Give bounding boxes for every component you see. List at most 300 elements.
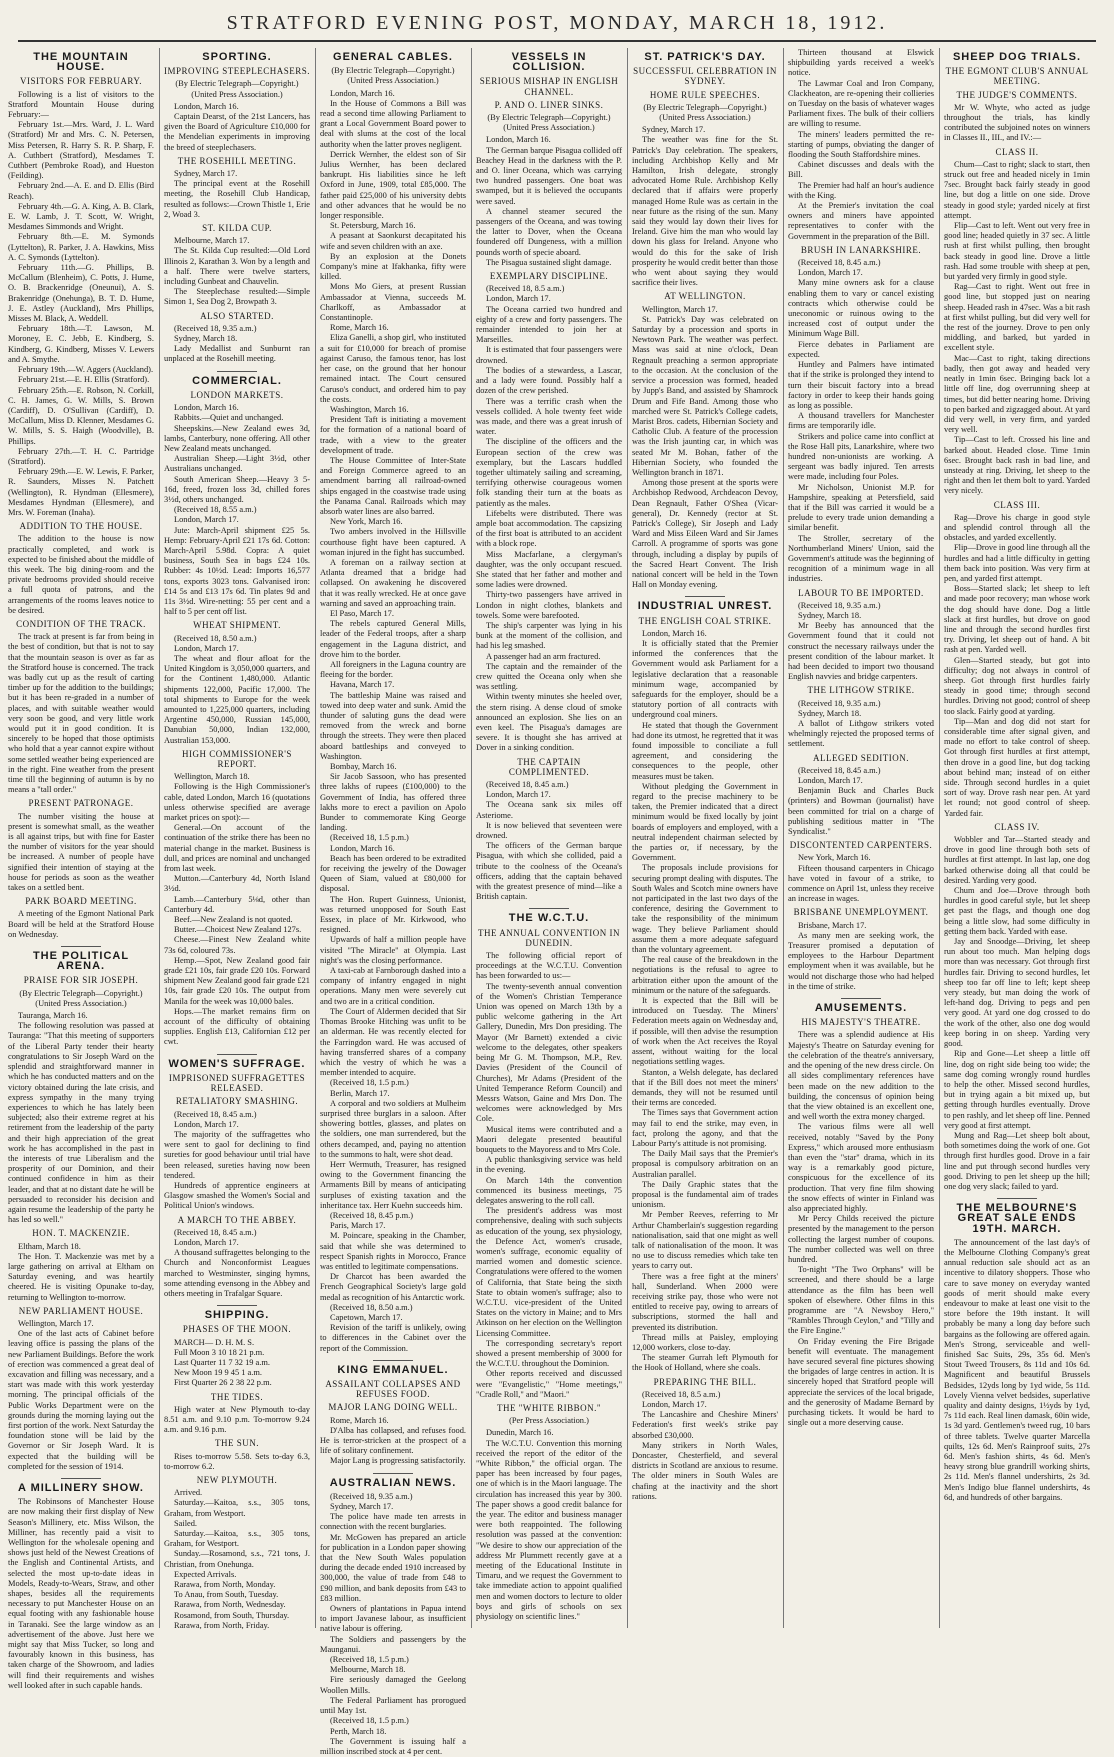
masthead-title: STRATFORD EVENING POST, MONDAY, MARCH 18, 1912.: [226, 12, 888, 34]
article-paragraph: A thousand suffragettes belonging to the Church and Nonconformist Leagues marched to Westminster, singing hymns, some attending evensong in the Abbey and others meeting in Trafalgar Square.: [164, 1248, 310, 1298]
article-paragraph: All foreigners in the Laguna country are fleeing for the border.: [320, 659, 466, 680]
article-paragraph: Rag—Cast to right. Went out free in good line, but stopped just on nearing sheep. Headed rash in 47sec. Was a bit rash at first whilst pulling, but did very well for the rest of the journey. Drove to pen only middling, and barked, but yarded in excellent style.: [944, 282, 1090, 353]
article-subheading: NEW PARLIAMENT HOUSE.: [18, 1305, 144, 1316]
article-paragraph: Sunday.—Rosamond, s.s., 721 tons, J. Christian, from Onehunga.: [164, 1549, 310, 1569]
article-subheading: PHASES OF THE MOON.: [182, 1324, 292, 1335]
article: [788, 48, 934, 992]
article: [476, 52, 622, 902]
article-paragraph: Tauranga, March 16.: [18, 1011, 88, 1021]
article-subheading: PARK BOARD MEETING.: [25, 896, 137, 907]
article-heading: GENERAL CABLES.: [333, 51, 453, 63]
article-paragraph: London, March 17.: [798, 268, 863, 278]
masthead: [0, 0, 1114, 44]
article-subheading: MAJOR LANG DOING WELL.: [328, 1402, 458, 1413]
article-paragraph: Rarawa, from North, Monday.: [174, 1580, 276, 1590]
column-rule: [471, 48, 472, 1628]
article-paragraph: Owners of plantations in Papua intend to import Javanese labour, as insufficient native labour is offering.: [320, 1604, 466, 1634]
article-paragraph: London, March 16.: [174, 403, 239, 413]
article-paragraph: Many strikers in North Wales, Doncaster, Chesterfield, and several districts in Scotland are anxious to resume. The older miners in South Wales are chafing at the inactivity and the short rations.: [632, 1440, 778, 1501]
article-divider: [217, 1305, 257, 1306]
article-paragraph: A taxi-cab at Farnborough dashed into a company of infantry engaged in night operations. Many men were severely cut and two are in a critical condition.: [320, 966, 466, 1006]
article-paragraph: The twenty-seventh annual convention of the Women's Christian Temperance Union was opened on March 13th by a public welcome gathering in the Art Gallery, Dunedin, Mrs Don presiding. The Mayor (Mr Barnett) extended a civic welcome to the delegates, other speakers being Mr G. M. Thompson, M.P., Rev. Davies (President of the Council of Churches), Mr Adams (President of the United Temperance Reform Council) and Messrs Watson, Gaine and Mrs Don. The welcomes were acknowledged by Mrs Cole.: [476, 981, 622, 1124]
article-paragraph: Expected Arrivals.: [174, 1569, 237, 1579]
article-subheading: VISITORS FOR FEBRUARY.: [20, 76, 142, 87]
article-subheading: HOME RULE SPEECHES.: [649, 89, 761, 100]
article-paragraph: London, March 16.: [330, 88, 395, 98]
article-paragraph: Mung and Rag—Let sheep bolt about, both sometimes doing the work of one. Got through first hurdles good. Drove in a fair line and put through second hurdles very good. Driving to pen let sheep up the hill; one dog very slack; failed to yard.: [944, 1130, 1090, 1191]
article-paragraph: A passenger had an arm fractured.: [486, 651, 601, 661]
article-paragraph: Rises to-morrow 5.58. Sets to-day 6.3, to-morrow 6.2.: [164, 1451, 310, 1471]
article-paragraph: The captain and the remainder of the crew quitted the Oceana only when she was settling.: [476, 661, 622, 692]
article-subheading: PRAISE FOR SIR JOSEPH.: [23, 975, 139, 986]
article-paragraph: The Hon. T. Mackenzie was met by a large gathering on arrival at Eltham on Saturday evening, and was heartily cheered. He is visiting Opunake to-day, returning to Wellington to-morrow.: [8, 1251, 154, 1302]
article-subheading: THE ENGLISH COAL STRIKE.: [638, 615, 772, 626]
article-paragraph: February 29th.—E. W. Lewis, F. Parker, R. Saunders, Misses N. Patchett (Wellington), R. Hyndman (Ellesmere), Mesdames Hyndman (Ellesmere), and Mrs. W. Foreman (Inaha).: [8, 467, 154, 517]
article-paragraph: Brisbane, March 17.: [798, 920, 867, 930]
masthead-rule: [18, 40, 1096, 42]
article-subheading: HON. T. MACKENZIE.: [32, 1228, 130, 1239]
article-paragraph: There was a free fight at the miners' hall, Sunderland. When 2000 were receiving strike pay, those who were not entitled to receive pay, owing to arrears of subscriptions, stormed the hall and prevented its distribution.: [632, 1271, 778, 1332]
article-paragraph: High water at New Plymouth to-day 8.51 a.m. and 9.10 p.m. To-morrow 9.24 a.m. and 9.16 p.m.: [164, 1404, 310, 1435]
article-paragraph: Wobbler and Tar—Started steady and drove in good line through both sets of hurdles at first attempt. In last lap, one dog barked otherwise doing all that could be desired. Yarding very good.: [944, 835, 1090, 885]
article-paragraph: The steamer Gurrah left Plymouth for the Hook of Holland, where she coals.: [632, 1353, 778, 1373]
article-paragraph: Rag—Drove his charge in good style and splendid control through all the obstacles, and yarded excellently.: [944, 512, 1090, 543]
article-divider: [841, 998, 881, 999]
article-paragraph: One of the last acts of Cabinet before leaving office is passing the plans of the new Parliament Buildings. Before the work of erection was commenced a great deal of excavation and filling was necessary, and a start was made with this work yesterday morning. The principal officials of the Public Works Department were on the grounds during the morning laying out the first portion of the work. Next Saturday the foundation stone will be laid by the Governor or Sir Joseph Ward. It is expected that the building will be completed for the session of 1914.: [8, 1329, 154, 1471]
article-paragraph: Rosamond, from South, Thursday.: [174, 1610, 290, 1620]
article-paragraph: In the House of Commons a Bill was read a second time allowing Parliament to grant a Local Government Board power to deal with slums at the cost of the local authority when the latter proves negligent.: [320, 98, 466, 149]
article-paragraph: Sydney, March 18.: [174, 334, 238, 344]
article-paragraph: South American Sheep.—Heavy 3 5-16d, freed, frozen loss 3d, chilled fores 3½d, others unchanged.: [164, 474, 310, 504]
article-paragraph: El Paso, March 17.: [330, 608, 394, 618]
article-subheading: IMPRISONED SUFFRAGETTES RELEASED.: [168, 1072, 306, 1094]
article-subheading: A MARCH TO THE ABBEY.: [177, 1214, 297, 1225]
article: [632, 52, 778, 590]
article-paragraph: To Anau, from South, Tuesday.: [174, 1590, 279, 1600]
article-subheading: LABOUR TO BE IMPORTED.: [798, 587, 924, 598]
article-paragraph: The St. Kilda Cup resulted:—Old Lord Illinois 2, Karathan 3. Won by a length and a half. There were twelve starters, including Gunbeat and Chauvelin.: [164, 246, 310, 287]
article-paragraph: The corresponding secretary's report showed a present membership of 3000 for the W.C.T.U. throughout the Dominion.: [476, 1338, 622, 1369]
column-1: [8, 48, 154, 1690]
article-paragraph: Rabbits.—Quiet and unchanged.: [174, 413, 284, 423]
article-paragraph: (Received 18, 8.45 a.m.): [174, 1109, 257, 1119]
article-subheading: CLASS III.: [993, 499, 1041, 510]
article-paragraph: The president's address was most comprehensive, dealing with such subjects as education of the young, sex physiology, the Defence Act, women's crusade, women's suffrage, economic equality of married women and domestic science. Congratulations were offered to the women of California, that State being the sixth State to obtain women's suffrage; also to W.C.T.U. vice-president of the United States on the victory in Maine; and to Mrs Atkinson on her election on the Wellington Licensing Committee.: [476, 1206, 622, 1338]
article: [320, 1478, 466, 1757]
article-divider: [373, 1360, 413, 1361]
article-paragraph: The ship's carpenter was lying in his bunk at the moment of the collision, and had his leg smashed.: [476, 620, 622, 651]
article-paragraph: The police have made ten arrests in connection with the recent burglaries.: [320, 1512, 466, 1532]
article-paragraph: London, March 17.: [174, 643, 239, 653]
article-paragraph: A corporal and two soldiers at Mulheim surprised three burglars in a saloon. After showering bottles, glasses, and plates on the soldiers, one man surrendered, but the others decamped, and, paying no attention to the summons to halt, were shot dead.: [320, 1098, 466, 1159]
article-paragraph: Rip and Gone—Let sheep a little off line, dog on right side being too wide; the same dog coming wrongly round hurdles to help the other. Missed second hurdles, but in trying again a bit mixed up, but getting through hurdles eventually. Drove to pen rashly, and let sheep off line. Penned very good at first attempt.: [944, 1049, 1090, 1130]
article-paragraph: Two ambers involved in the Hillsville courthouse fight have been captured. A woman injured in the fight has succumbed.: [320, 527, 466, 557]
article-paragraph: St. Patrick's Day was celebrated on Saturday by a procession and sports in Newtown Park. The weather was perfect. Mass was said at nine o'clock, Dean Regnault preaching a sermon appropriate to the occasion. At the conclusion of the service a procession was formed, headed by Jupp's Band, and assisted by Shamrock Drum and Fife Band. Among those who marched were St. Patrick's College cadets, Marist Bros. cadets, Hibernian Society and Catholic Club. A feature of the procession was the Irish jaunting car, in which was seated Mr M. Bohan, father of the Hibernian Society, who founded the Wellington branch in 1871.: [632, 314, 778, 477]
article-paragraph: Sailed.: [174, 1518, 198, 1528]
article-paragraph: London, March 17.: [798, 776, 863, 786]
article-paragraph: Saturday.—Kaitoa, s.s., 305 tons, Graham, from Westport.: [164, 1498, 310, 1518]
article-paragraph: St. Petersburg, March 16.: [330, 221, 416, 231]
article-divider: [217, 1054, 257, 1055]
article-paragraph: Cheese.—Finest New Zealand white 73s 6d, coloured 73s.: [164, 935, 310, 955]
article-paragraph: Hops.—The market remains firm on account of the difficulty of obtaining supplies. English £13, Californian £12 per cwt.: [164, 1006, 310, 1047]
article-paragraph: General.—On account of the continuation of the strike there has been no material change in the market. Business is dull, and prices are nominal and unchanged from last week.: [164, 823, 310, 874]
article-paragraph: New Moon 19 9 45 1 a.m.: [174, 1368, 262, 1378]
article-heading: AUSTRALIAN NEWS.: [329, 1476, 457, 1489]
article-paragraph: London, March 16.: [174, 101, 239, 111]
article-paragraph: Perth, March 18.: [330, 1726, 387, 1736]
article-subheading: ADDITION TO THE HOUSE.: [19, 521, 143, 532]
article-paragraph: The W.C.T.U. Convention this morning received the report of the editor of the "White Ribbon," the official organ. The paper has been increased by four pages, one of which is in the Maori language. The circulation has increased this year by 300. The paper shows a good credit balance for the year. The editor and business manager were both reappointed. The following resolution was passed at the convention: "We desire to show our appreciation of the address Mr Plummett recently gave at a meeting of the Educational Institute in Timaru, and we request the Government to take immediate action to appoint qualified men and women doctors to lecture to older boys and girls of schools on sex physiology on scientific lines.": [476, 1438, 622, 1622]
article-paragraph: He stated that though the Government had done its utmost, he regretted that it was found impossible to conciliate a full agreement, and considering the consequences to the people, other measures must be taken.: [632, 720, 778, 781]
article-heading: SHEEP DOG TRIALS.: [952, 51, 1082, 63]
article-paragraph: President Taft is initiating a movement for the formation of a national board of trade, with a view to the greater development of trade.: [320, 415, 466, 455]
article-paragraph: (Received 18, 8.45 a.m.): [798, 258, 881, 268]
column-rule: [159, 48, 160, 1628]
article-subheading: THE ROSEHILL MEETING.: [177, 155, 297, 166]
article-heading: SHIPPING.: [204, 1309, 270, 1322]
article-paragraph: By an explosion at the Donets Company's mine at Ifakhanka, fifty were killed.: [320, 251, 466, 282]
article-heading: THE POLITICAL ARENA.: [32, 950, 130, 973]
article-subheading: BRISBANE UNEMPLOYMENT.: [793, 907, 929, 918]
article-heading: THE MOUNTAIN HOUSE.: [33, 51, 129, 74]
article-paragraph: Rarawa, from North, Friday.: [174, 1620, 270, 1630]
article-paragraph: (Received 18, 8.5 a.m.): [486, 284, 565, 294]
article-paragraph: Sydney, March 17.: [174, 169, 238, 179]
article: [164, 52, 310, 365]
article-paragraph: The German barque Pisagua collided off Beachey Head in the darkness with the P. and O. liner Oceana, which was carrying two hundred passengers. One boat was swamped, but it is believed the occupants were saved.: [476, 145, 622, 206]
article-paragraph: The Lawmar Coal and Iron Company, Clackheaton, are re-opening their collieries on Tuesday on the basis of whatever wages Parliament fixes. The bulk of their colliers are willing to resume.: [788, 78, 934, 129]
article-paragraph: Following is the High Commissioner's cable, dated London, March 16 (quotations unless otherwise specified are average market prices on spot):—: [164, 782, 310, 823]
column-rule: [627, 48, 628, 1628]
article-heading: VESSELS IN COLLISION.: [511, 51, 587, 74]
article: [788, 1003, 934, 1428]
article-paragraph: Without pledging the Government in regard to the precise machinery to be taken, the Premier indicated that a direct minimum would be fixed locally by joint boards of employers and employed, with a neutral independent chairman selected by the parties or, if necessary, by the Government.: [632, 781, 778, 863]
article-paragraph: Following is a list of visitors to the Stratford Mountain House during February:—: [8, 89, 154, 120]
article-paragraph: Chum and Joe—Drove through both hurdles in good careful style, but let sheep get past the flags, and though one dog being a little slow, had some difficulty in getting them back. Yarded with ease.: [944, 886, 1090, 936]
article-divider: [61, 1478, 101, 1479]
article-subheading: RETALIATORY SMASHING.: [175, 1096, 299, 1107]
article-paragraph: Huntley and Palmers have intimated that if the strike is prolonged they intend to turn their biscuit factory into a bread factory in order to keep their hands going as long as possible.: [788, 360, 934, 410]
article-heading: THE W.C.T.U.: [508, 912, 590, 925]
article-paragraph: Captain Dearst, of the 21st Lancers, has given the Board of Agriculture £10,000 for the Mendelian experiments in improving the breed of steeplechasers.: [164, 112, 310, 152]
article-subheading: HIS MAJESTY'S THEATRE.: [801, 1017, 921, 1028]
article-paragraph: Rarawa, from North, Wednesday.: [174, 1600, 286, 1610]
article-paragraph: Mr. McGowen has prepared an article for publication in a London paper showing that the New South Wales population during the decade ended 1910 increased by 300,000, the value of trade from £48 to £90 million, and bank deposits from £43 to £83 million.: [320, 1532, 466, 1603]
article-paragraph: Mr W. Whyte, who acted as judge throughout the trials, has kindly contributed the subjoined notes on winners in Classes II., III., and IV.:—: [944, 102, 1090, 143]
article-paragraph: Australian Sheep.—Light 3½d, other Australians unchanged.: [164, 454, 310, 474]
article-paragraph: (Received 18, 9.35 a.m.): [174, 323, 257, 333]
article-paragraph: Hemp.—Spot, New Zealand good fair grade £21 10s, fair grade £20 10s. Forward shipment New Zealand good fair grade £21 10s, fair grade £20 10s. The output from Manila for the week was 10,000 bales.: [164, 955, 310, 1006]
article: [320, 1365, 466, 1467]
article-paragraph: The proposals include provisions for securing prompt dealing with disputes. The South Wales and Scotch mine owners have not participated in the last two days of the conference, desiring the Government to take the responsibility of the minimum wage. They believe Parliament should assume them a more adequate safeguard than the voluntary agreement.: [632, 863, 778, 955]
article-subheading: ALLEGED SEDITION.: [813, 752, 909, 763]
article-paragraph: (Received 18, 8.55 a.m.): [174, 505, 257, 515]
article: [164, 376, 310, 1048]
article-divider: [373, 1473, 413, 1474]
column-5: [632, 48, 778, 1628]
article-paragraph: (Received 18, 8.50 a.m.): [330, 1302, 413, 1312]
article-paragraph: London, March 17.: [642, 1400, 707, 1409]
article-paragraph: The Court of Aldermen decided that Sir Thomas Brooke Hitching was unfit to be an alderman. He was recently elected for the Farringdon ward. He was accused of having transferred shares of a company which the vestry of which he was a member intended to acquire.: [320, 1006, 466, 1078]
article-subheading: ST. KILDA CUP.: [202, 223, 272, 234]
article-paragraph: Dunedin, March 16.: [486, 1428, 554, 1438]
article-paragraph: London, March 16.: [330, 843, 395, 853]
article-divider: [61, 946, 101, 947]
article-subheading: HIGH COMMISSIONER'S REPORT.: [182, 748, 292, 769]
article-paragraph: The discipline of the officers and the European section of the crew was exemplary, but the Lascars huddled together ultimately sailing and screaming, terrifying otherwise courageous women folk standing their turn at the boats as patiently as the males.: [476, 437, 622, 508]
article-paragraph: Eliza Ganelli, a shop girl, who instituted a suit for £10,000 for breach of promise against Caruso, the famous tenor, has lost her case, on the ground that her honour remained intact. The Court censured Caruso's conduct, and ordered him to pay the costs.: [320, 333, 466, 404]
article-paragraph: The miners' leaders permitted the re-starting of pumps, obviating the danger of flooding the South Staffordshire mines.: [788, 129, 934, 160]
article-paragraph: First Quarter 26 2 38 22 p.m.: [174, 1378, 272, 1388]
article-paragraph: Mons Mo Giers, at present Russian Ambassador at Vienna, succeeds M. Charlkoff, as Ambassador at Constantinople.: [320, 282, 466, 323]
article-heading: KING EMMANUEL.: [337, 1363, 449, 1376]
article-subheading: THE "WHITE RIBBON.": [496, 1403, 602, 1413]
article-paragraph: Lifebelts were distributed. There was ample boat accommodation. The capsizing of the first boat is attributed to an accident with a block rope.: [476, 508, 622, 549]
article-paragraph: February 27th.—T. H. C. Partridge (Stratford).: [8, 446, 154, 466]
article-paragraph: Sydney, March 17.: [642, 125, 706, 135]
article-paragraph: Revision of the tariff is unlikely, owing to differences in the Cabinet over the report of the Commission.: [320, 1323, 466, 1353]
article-paragraph: The track at present is far from being in the best of condition, but that is not to say that the mountain season is over as far as the Stratford house is concerned. The track was badly cut up as the result of carting timber up for the addition to the buildings; but it has been re-graded in a number of places, and with suitable weather would very soon be good, and very little work would put it in good condition. It is sincerely to be hoped that those optimists who hold that a year cannot expire without some settled weather being experienced are in the right. Fine weather from the present time till the beginning of autumn is by no means a "tall order.": [8, 632, 154, 795]
article-paragraph: Fire seriously damaged the Geelong Woollen Mills.: [320, 1675, 466, 1695]
article-paragraph: The Oceana sank six miles off Asteriome.: [476, 800, 622, 820]
article-heading: WOMEN'S SUFFRAGE.: [168, 1057, 306, 1070]
article-paragraph: February 25th.—E. Robson, N. Corkill, C. H. James, G. W. Mills, S. Brown (Cardiff), D. O'Sullivan (Cardiff), D. McCallum, Miss D. Klenner, Mesdames G. W. Mills, S. S. Haigh (Woodville), B. Phillips.: [8, 385, 154, 446]
article-paragraph: (Received 18, 8.50 a.m.): [174, 633, 257, 643]
article-paragraph: The following resolution was passed at Tauranga: "That this meeting of supporters of the Liberal Party tender their hearty congratulations to Sir Joseph Ward on the splendid and straightforward manner in which he has conducted matters and on the victory obtained during the late crisis, and express sympathy in the many trying experiences to which he has lately been subjected; also their extreme regret at his retirement from the leadership of the party and their high appreciation of the great work he has accomplished in the past in the interests of true Liberalism and the prosperity of our Dominion, and their continued confidence in him as their leader, and that at no distant date he will be persuaded to reconsider his decision and again resume the leadership of the party he has led so well.": [8, 1021, 154, 1225]
article-paragraph: Melbourne, March 18.: [330, 1665, 406, 1675]
article-paragraph: The Federal Parliament has prorogued until May 1st.: [320, 1695, 466, 1716]
article-paragraph: Beach has been ordered to be extradited for receiving the jewelry of the Dowager Queen of Siam, valued at £80,000 for disposal.: [320, 853, 466, 894]
article-paragraph: (Received 18, 8.5 a.m.): [642, 1389, 721, 1399]
article-paragraph: (Received 18, 8.45 p.m.): [330, 1210, 414, 1220]
article-paragraph: The Hon. Rupert Guinness, Unionist, was returned unopposed for South East Essex, in place of Mr. Kirkwood, who resigned.: [320, 894, 466, 935]
article-paragraph: Wellington, March 17.: [642, 304, 718, 314]
article-paragraph: February 4th.—G. A. King, A. B. Clark, E. W. Lamb, J. T. Scott, W. Wright, Mesdames Simmonds and Wright.: [8, 201, 154, 232]
article-heading: A MILLINERY SHOW.: [18, 1482, 144, 1495]
article-paragraph: Butter.—Choicest New Zealand 127s.: [174, 925, 302, 935]
article-dateline: (By Electric Telegraph—Copyright.) (United Press Association.): [19, 988, 143, 1008]
article-subheading: CLASS IV.: [994, 821, 1040, 832]
article-heading: INDUSTRIAL UNREST.: [637, 600, 773, 613]
article-paragraph: Glen—Started steady, but got into difficulty; dog not always in control of sheep. Got through first hurdles fairly steady in good time; through second hurdles. Driving not good; control of sheep too slack. Fairly good at yarding.: [944, 655, 1090, 716]
article-subheading: AT WELLINGTON.: [664, 291, 746, 302]
article-paragraph: Washington, March 16.: [330, 404, 409, 414]
article-subheading: SUCCESSFUL CELEBRATION IN SYDNEY.: [633, 66, 777, 87]
article-paragraph: Lady Medallist and Sunburnt ran unplaced at the Rosehill meeting.: [164, 344, 310, 364]
article-paragraph: There was a terrific crash when the vessels collided. A hole twenty feet wide was made, and there was a great inrush of water.: [476, 396, 622, 437]
article-paragraph: Thirty-two passengers have arrived in London in night clothes, blankets and towels. Some were barefooted.: [476, 590, 622, 620]
article-paragraph: Sydney, March 18.: [798, 708, 862, 718]
article-paragraph: The Soldiers and passengers by the Maunganui.: [320, 1634, 466, 1654]
article-paragraph: The wheat and flour afloat for the United Kingdom is 3,050,000 quarters, and for the Continent 1,480,000. Atlantic shipments 122,000, Pacific 17,000. The total shipments to Europe for the week amounted to 1,225,000 quarters, including Argentine 450,000, Russian 145,000, Danubian 50,000, Indian 132,000, Australian 153,000.: [164, 653, 310, 745]
article-paragraph: The announcement of the last day's of the Melbourne Clothing Company's great annual reduction sale should act as an incentive to dilatory shoppers. Those who care to save money on everyday wanted goods of merit should make every endeavour to make at least one visit to the store before the 19th instant. It will probably be many a long day before such bargains as the following are offered again. Men's Strong, serviceable and well-finished Sac Suits, 29s, 35s 6d. Men's Stout Tweed Trousers, 8s 11d and 10s 6d. Magnificent and beautiful Brussels Bedsides, 12yds long by 1yd wide, 5s 11d. Lovely Vienna velvet bedsides, superlative quality and dainty designs, 1½yds by 1yd, 7s 11d each. Real linen damask, 60in wide, 1s 3d yard. Gentlemen's tweed rug, 10 bars of three tablets. Twelve quarter Marcella quilts, 12s 6d. Men's Rainproof suits, 27s 6d. Men's fashion shirts, 4s 6d. Men's heavy strong blue grandrill working shirts, 2s 11d. Men's flannel undershirts, 2s 3d. Men's Indigo blue flannel undershirts, 4s 6d, and hundreds of other bargains.: [944, 1237, 1090, 1502]
article-paragraph: Berlin, March 17.: [330, 1088, 390, 1098]
article-dateline: (By Electric Telegraph—Copyright.) (United Press Association.): [487, 113, 611, 133]
article-paragraph: Wellington, March 17.: [18, 1318, 94, 1328]
column-6: [788, 48, 934, 1628]
article-paragraph: Other reports received and discussed were "Evangelistic," "Home meetings," "Cradle Roll," and "Maori.": [476, 1369, 622, 1399]
article-paragraph: Fierce debates in Parliament are expected.: [788, 339, 934, 359]
article: [8, 1483, 154, 1691]
article-paragraph: February 11th.—G. Phillips, B. McCallum (Blenheim), C. Potts, J. Hume, O. B. Brackenridge (Oneunui), A. S. Brakenridge (Onehunga), B. T. D. Hume, J. E. Astley (Auckland), Mrs Phillips, Misses M. Black, A. Weddell.: [8, 263, 154, 324]
article-subheading: BRUSH IN LANARKSHIRE.: [800, 244, 922, 255]
article-subheading: IMPROVING STEEPLECHASERS.: [164, 66, 311, 77]
article-paragraph: London, March 17.: [174, 1119, 239, 1129]
article-subheading: EXEMPLARY DISCIPLINE.: [489, 271, 609, 282]
article-paragraph: Rome, March 16.: [330, 323, 389, 333]
article-paragraph: The various films were all well received, notably "Saved by the Pony Express," which aroused more enthusiasm than even the "star" drama, which in its way is a remarkably good picture, conspicuous for the excellence of its production. That very fine film showing the snow effects of winter in Finland was also appreciated highly.: [788, 1122, 934, 1213]
article-paragraph: (Received 18, 8.45 a.m.): [798, 765, 881, 775]
article-paragraph: A meeting of the Egmont National Park Board will be held at the Stratford House on Wednesday.: [8, 909, 154, 939]
article-heading: AMUSEMENTS.: [814, 1002, 908, 1015]
article-paragraph: Mr Pember Reeves, referring to Mr Arthur Chamberlain's suggestion regarding nationalisation, said that one might as well talk of nationalisation of the moon. It was no use to discuss remedies which take ten years to carry out.: [632, 1210, 778, 1271]
article-subheading: THE CAPTAIN COMPLIMENTED.: [508, 756, 590, 777]
article-paragraph: Within twenty minutes she heeled over, the stern rising. A dense cloud of smoke announced an explosion. She lies on an even keel. The Pisagua's damages are severe. It is thought she has arrived at Dover in a sinking condition.: [476, 692, 622, 753]
article-paragraph: Many mine owners ask for a clause enabling them to vary or cancel existing contracts which otherwise could be uneconomic or ruinous owing to the increased cost of output under the Minimum Wage Bill.: [788, 278, 934, 339]
article-paragraph: Beef.—New Zealand is not quoted.: [174, 915, 293, 925]
article-paragraph: Miss Macfarlane, a clergyman's daughter, was the only occupant rescued. She stated that her father and mother and some ladies were drowned.: [476, 549, 622, 590]
column-3: [320, 48, 466, 1756]
article-paragraph: As many men are seeking work, the Treasurer promised a deputation of employees to the Harbour Department employment when it was available, but he would not discharge those who had helped in the time of strike.: [788, 930, 934, 991]
article-paragraph: Bombay, March 16.: [330, 762, 397, 772]
article-paragraph: The Premier had half an hour's audience with the King.: [788, 180, 934, 200]
column-7: [944, 48, 1090, 1628]
article-paragraph: The weather was fine for the St. Patrick's Day celebration. The speakers, including Archbishop Kelly and Mr Hamilton, Irish delegate, strongly advocated Home Rule. Archbishop Kelly declared that if affairs were properly managed Home Rule was as certain in the near future as the rising of the sun. Many said they would lay down their lives for Ireland. Give him the man who would lay down his glass for Ireland. Anyone who would do this for the sake of Irish prosperity he would credit better than those who went about saying they would sacrifice their lives.: [632, 135, 778, 288]
article-paragraph: M. Poincare, speaking in the Chamber, said that while she was determined to respect Spanish rights in Morocco, France was entitled to legitimate compensations.: [320, 1231, 466, 1271]
article-paragraph: Paris, March 17.: [330, 1221, 386, 1231]
article-subheading: CONDITION OF THE TRACK.: [16, 618, 146, 629]
article: [944, 1203, 1090, 1503]
article-paragraph: London, March 16.: [486, 135, 551, 145]
article-paragraph: Boss—Started slack; let sheep to left and made poor recovery; man whose work the dog should have done. Dog a little slack at first hurdles, but drove on good line and through the second hurdles first try. Driving, let sheep out of hand. A bit rash at pen. Yarded well.: [944, 584, 1090, 655]
article-paragraph: A peasant at Saonkurst decapitated his wife and seven children with an axe.: [320, 231, 466, 251]
article-paragraph: Chum—Cast to right; slack to start, then struck out free and headed nicely in 1min 7sec. Brought back fairly steady in good line, but dog a little on one side. Drove steady in good style; yarded nicely at first attempt.: [944, 159, 1090, 220]
article-paragraph: Hundreds of apprentice engineers at Glasgow smashed the Women's Social and Political Union's windows.: [164, 1180, 310, 1211]
column-rule: [315, 48, 316, 1628]
article-paragraph: Mr Nicholson, Unionist M.P. for Hampshire, speaking at Petersfield, said that if the Bill was carried it would be a prelude to every trade union demanding a similar benefit.: [788, 482, 934, 533]
column-rule: [939, 48, 940, 1628]
article-paragraph: MARCH— D. H. M. S.: [174, 1337, 255, 1347]
article-paragraph: Major Lang is progressing satisfactorily.: [330, 1456, 466, 1466]
article-paragraph: The Government is issuing half a million inscribed stock at 4 per cent.: [320, 1736, 466, 1756]
article-paragraph: There was a splendid audience at His Majesty's Theatre on Saturday evening for the celebration of the theatre's anniversary, and the opening of the new dress circle. On all sides complimentary references have been made on the new addition to the building, the concensus of opinion being that the view obtained is an excellent one, and well worth the extra money charged.: [788, 1030, 934, 1122]
article-paragraph: Mr Percy Childs received the picture presented by the management to the person collecting the largest number of coupons. The number collected was well on three hundred.: [788, 1214, 934, 1264]
article-paragraph: The Oceana carried two hundred and eighty of a crew and forty passengers. The remainder intended to join her at Marseilles.: [476, 304, 622, 345]
article-paragraph: Wellington, March 18.: [174, 772, 250, 782]
article-paragraph: Sheepskins.—New Zealand ewes 3d, lambs, Canterbury, none offering. All other New Zealand meats unchanged.: [164, 423, 310, 453]
article: [476, 913, 622, 1622]
article-paragraph: Strikers and police came into conflict at the Rose Hall pits, Lanarkshire, where two hundred non-unionists are working. A sergeant was badly injured. Ten arrests were made, including four Poles.: [788, 431, 934, 482]
article-paragraph: Herr Wermuth, Treasurer, has resigned owing to the Government financing the Armaments Bill by means of anticipating surpluses of existing taxation and the inheritance tax. Herr Kuehn succeeds him.: [320, 1159, 466, 1210]
article-paragraph: February 2nd.—A. E. and D. Ellis (Bird Reach).: [8, 181, 154, 201]
article-paragraph: New York, March 16.: [798, 853, 871, 863]
article-paragraph: The bodies of a stewardess, a Lascar, and a lady were found. Possibly half a dozen of the crew perished.: [476, 365, 622, 396]
article-paragraph: The Robinsons of Manchester House are now making their first display of New Season's Millinery, etc. Miss Wilson, the Milliner, has recently paid a visit to Wellington for the wholesale opening and shows just held of the Newest Creations of the English and Continental Artists, and selected the most up-to-date ideas in Models, Ready-to-Wears, Straw, and other shapes, besides all the requirements necessary to put Manchester House on an equal footing with any fashionable house in Taranaki. See the large window as an advertisement of the above. Just here we might say that Miss Tucker, so long and favourably known in this business, has taken charge of the Showroom, and ladies will find their requirements and wishes well looked after in such capable hands.: [8, 1497, 154, 1690]
article-paragraph: The Times says that Government action may fail to end the strike, may even, in fact, prolong the agony, and that the Labour Party's attitude is not promising.: [632, 1108, 778, 1148]
article-paragraph: The Pisagua sustained slight damage.: [486, 257, 612, 267]
article-paragraph: London, March 16.: [642, 628, 707, 638]
article-subheading: THE EGMONT CLUB'S ANNUAL MEETING.: [945, 66, 1089, 87]
article-divider: [529, 908, 569, 909]
article-paragraph: Derrick Wernher, the eldest son of Sir Julius Wernher, has been declared bankrupt. His liabilities since he left Oxford in June, 1909, total £85,000. The father paid £25,000 of his university debts and other advances that he would be no longer responsible.: [320, 149, 466, 221]
article-paragraph: Tip—Cast to left. Crossed his line and barked about. Headed close. Time 1min 6sec. Brought back rash in bad line, and unsteady at ring. Driving, let sheep to the right and then let them bolt to yard. Yarded very nicely.: [944, 435, 1090, 496]
article-subheading: NEW PLYMOUTH.: [196, 1475, 278, 1485]
article-paragraph: Benjamin Buck and Charles Buck (printers) and Bowman (journalist) have been committed for trial on a charge of publishing seditious matter in "The Syndicalist.": [788, 786, 934, 837]
article-paragraph: The Daily Graphic states that the proposal is the fundamental aim of trades unionism.: [632, 1179, 778, 1210]
article-paragraph: The Steeplechase resulted:—Simple Simon 1, Sea Dog 2, Browpath 3.: [164, 287, 310, 307]
article-paragraph: Mr Beeby has announced that the Government found that it could not construct the necessary railways under the present condition of the labour market. It had been decided to import two thousand English navvies and bridge carpenters.: [788, 621, 934, 682]
article-paragraph: (Received 18, 8.45 a.m.): [174, 1227, 257, 1237]
column-rule: [783, 48, 784, 1628]
column-4: [476, 48, 622, 1628]
article-paragraph: The majority of the suffragettes who were sent to gaol for declining to find sureties for good behaviour until trial have been released, sureties having now been tendered.: [164, 1129, 310, 1180]
article-subheading: DISCONTENTED CARPENTERS.: [789, 840, 933, 851]
article-paragraph: February 21st.—E. H. Ellis (Stratford).: [18, 375, 150, 385]
article-paragraph: Upwards of half a million people have visited "The Miracle" at Olympia. Last night's was the closing performance.: [320, 935, 466, 965]
article-divider: [217, 371, 257, 372]
article-paragraph: Rome, March 16.: [330, 1415, 389, 1425]
article-subheading: P. AND O. LINER SINKS.: [494, 99, 604, 110]
article-paragraph: To-night "The Two Orphans" will be screened, and there should be a large attendance as the film has been well spoken of elsewhere. Other films in this programme are "A Newsboy Hero," "Rambles Through Ceylon," and "Tilly and the Fire Engine.": [788, 1265, 934, 1336]
article-paragraph: The real cause of the breakdown in the negotiations is the refusal to agree to arbitration either upon the amount of the minimum or the nature of the safeguards.: [632, 955, 778, 995]
article-paragraph: Flip—Drove in good line through all the hurdles and had a little difficulty in getting them back into position. Was very firm at pen, and yarded first attempt.: [944, 543, 1090, 583]
article-paragraph: It is estimated that four passengers were drowned.: [476, 345, 622, 365]
article-paragraph: Lamb.—Canterbury 5⅛d, other than Canterbury 4d.: [164, 894, 310, 914]
article-dateline: (By Electric Telegraph—Copyright.) (United Press Association.): [331, 66, 455, 86]
article: [164, 1310, 310, 1631]
article-paragraph: Last Quarter 11 7 32 19 a.m.: [174, 1357, 270, 1367]
article-subheading: THE TIDES.: [210, 1391, 264, 1402]
article-paragraph: The principal event at the Rosehill meeting, the Rosehill Club Handicap, resulted as follows:—Crown Thistle 1, Erie 2, Woad 3.: [164, 179, 310, 219]
article: [8, 951, 154, 1472]
article-paragraph: (Received 18, 1.5 p.m.): [330, 1716, 409, 1726]
article-paragraph: A foreman on a railway section at Atlanta dreamed that a bridge had collapsed. On awakening he discovered that it was really wrecked. He at once gave warning and saved an approaching train.: [320, 557, 466, 608]
article-paragraph: Dr Charcot has been awarded the French Geographical Society's large gold medal as recognition of his Antarctic work.: [320, 1272, 466, 1302]
article-divider: [997, 1198, 1037, 1199]
article-heading: ST. PATRICK'S DAY.: [644, 51, 766, 63]
article-paragraph: Flip—Cast to left. Went out very free in good line; headed quietly in 37 sec. A little rush at first whilst pulling, then brought back steady in good line. Drove a little rash. Had some trouble with sheep at pen, but yarded very firmly in good style.: [944, 221, 1090, 282]
article-heading: SPORTING.: [202, 51, 272, 63]
article-paragraph: (Received 18, 1.5 p.m.): [330, 1078, 409, 1088]
article: [944, 52, 1090, 1192]
article-paragraph: It is officially stated that the Premier informed the conferences that the Government would ask Parliament for a legislative declaration that a reasonable minimum wage, accompanied by safeguards for the employer, should be a statutory portion of all contracts with underground coal miners.: [632, 638, 778, 720]
article-paragraph: The following official report of proceedings at the W.C.T.U. Convention has been forwarded to us:—: [476, 951, 622, 981]
article-paragraph: London, March 17.: [174, 515, 239, 525]
article-paragraph: February 1st.—Mrs. Ward, J. L. Ward (Stratford) Mr and Mrs. C. N. Petersen, Miss Petersen, R. Harry S. R. P. Sharp, F. A. Cuthbert (Stratford), Mesdames T. Cuthbert (Pembroke Road), and Hueston (Feilding).: [8, 120, 154, 181]
article-paragraph: February 19th.—W. Aggers (Auckland).: [18, 365, 154, 375]
article-paragraph: The Stroller, secretary of the Northumberland Miners' Union, said the Government's attitude was the beginning of recognition of a minimum wage in all industries.: [788, 533, 934, 584]
article-paragraph: The House Committee of Inter-State and Foreign Commerce agreed to an amendment barring all railroad-owned ships engaged in the coastwise trade using the Panama Canal. Railroads which may absorb water lines are also barred.: [320, 455, 466, 516]
article-paragraph: The battleship Maine was raised and towed into deep water and sunk. Amid the thunder of saluting guns the dead were removed from the wreck and borne through the streets. They were then placed aboard battleships and conveyed to Washington.: [320, 690, 466, 761]
article-paragraph: Sydney, March 18.: [798, 610, 862, 620]
article-paragraph: Thread mills at Paisley, employing 12,000 workers, close to-day.: [632, 1332, 778, 1352]
article-paragraph: Full Moon 3 10 18 21 p.m.: [174, 1347, 265, 1357]
article-paragraph: Tip—Man and dog did not start for considerable time after signal given, and made no effort to take control of sheep. Got through first hurdles at first attempt, then drove in a good line, but dog tacking about behind man; instead of on either side. Through second hurdles in a quiet sort of way. Drove rash near pen. At yard let round; not good control of sheep. Yarded fair.: [944, 716, 1090, 818]
article-paragraph: A channel steamer secured the passengers of the Oceana, and was towing the latter to Dover, when the Oceana foundered off Dungeness, with a million pounds worth of specie aboard.: [476, 206, 622, 257]
article-paragraph: A public thanksgiving service was held in the evening.: [476, 1155, 622, 1175]
article-paragraph: A thousand travellers for Manchester firms are temporarily idle.: [788, 411, 934, 431]
article-paragraph: Stanton, a Welsh delegate, has declared that if the Bill does not meet the miners' demands, they will not be resumed until their terms are conceded.: [632, 1067, 778, 1108]
article-paragraph: Thirteen thousand at Elswick shipbuilding yards received a week's notice.: [788, 48, 934, 78]
column-2: [164, 48, 310, 1628]
article-paragraph: Melbourne, March 17.: [174, 236, 250, 246]
article-paragraph: On March 14th the convention commenced its business meetings, 75 delegates answering to the roll call.: [476, 1175, 622, 1205]
article-paragraph: At the Premier's invitation the coal owners and miners have appointed representatives to confer with the Government in the preparation of the Bill.: [788, 201, 934, 241]
article-paragraph: (Received 18, 9.35 a.m.): [798, 698, 881, 708]
article-paragraph: February 8th.—E. M. Symonds (Lyttelton), R. Parker, J. A. Hawkins, Miss A. C. Symonds (Lyttelton).: [8, 232, 154, 262]
article-heading: COMMERCIAL.: [192, 374, 282, 387]
